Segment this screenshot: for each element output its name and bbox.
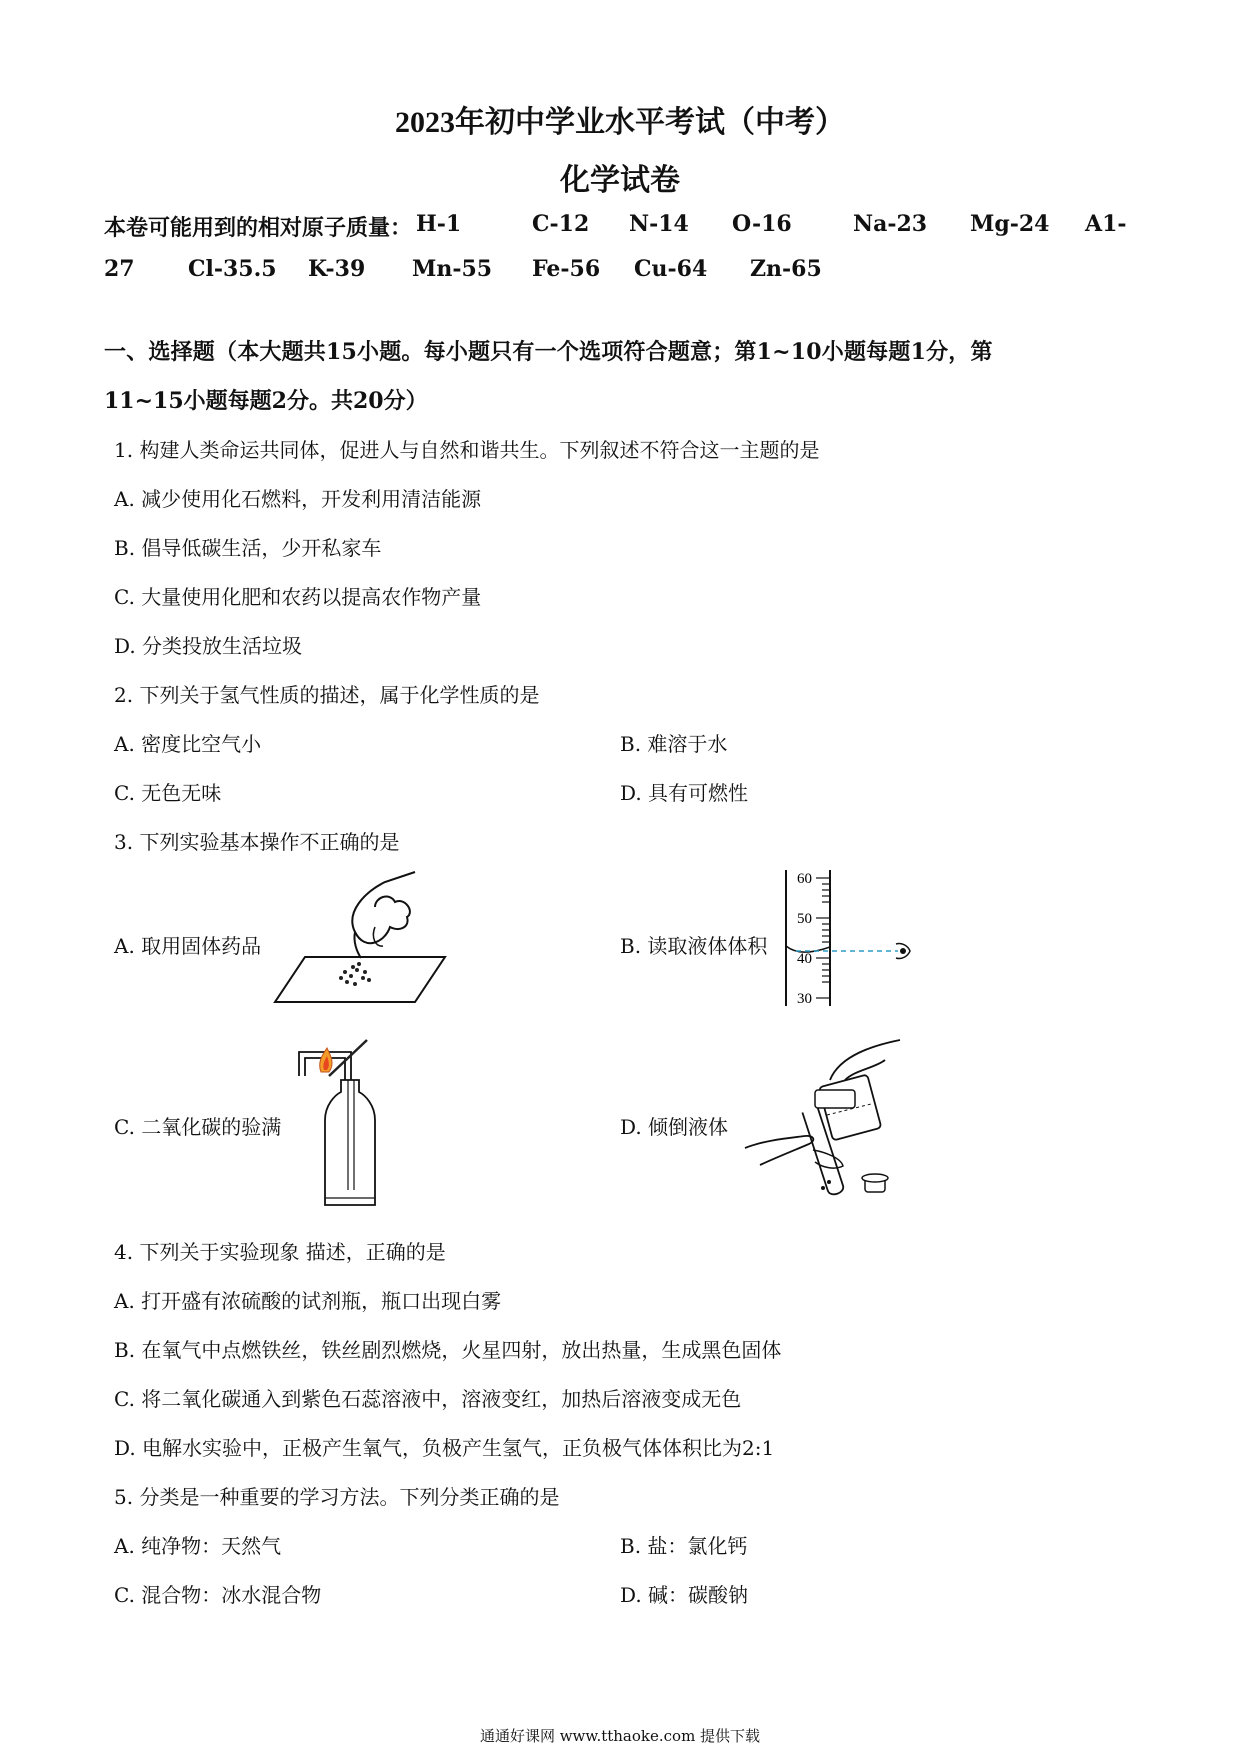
option-b: B. 读取液体体积 [620,934,768,958]
atomic-mass: A1- [1085,211,1127,237]
section-heading-line2: 11~15小题每题2分。共20分） [104,388,428,414]
atomic-mass: Cu-64 [634,256,708,282]
atomic-mass: K-39 [308,256,366,282]
cylinder-tick: 30 [797,991,812,1007]
atomic-mass: Fe-56 [532,256,601,282]
option-a: A. 密度比空气小 [114,732,262,756]
option-c: C. 二氧化碳的验满 [114,1115,282,1139]
gas-bottle-illustration [295,1040,415,1205]
section-heading-line1: 一、选择题（本大题共15小题。每小题只有一个选项符合题意；第1~10小题每题1分，第 [104,339,993,365]
atomic-mass: O-16 [732,211,792,237]
atomic-mass: 27 [104,256,135,282]
option-d: D. 分类投放生活垃圾 [114,634,303,658]
option-c: C. 混合物：冰水混合物 [114,1583,322,1607]
option-a: A. 减少使用化石燃料，开发利用清洁能源 [114,487,482,511]
footer-download-link[interactable]: 通通好课网 www.tthaoke.com 提供下载 [479,1727,761,1745]
question-stem: 3. 下列实验基本操作不正确的是 [114,830,400,854]
option-d: D. 电解水实验中，正极产生氧气，负极产生氢气，正负极气体体积比为2:1 [114,1436,775,1460]
exam-title: 2023年初中学业水平考试（中考） [395,106,845,139]
atomic-mass: Na-23 [853,211,928,237]
cylinder-tick: 50 [797,911,812,927]
question-stem: 1. 构建人类命运共同体，促进人与自然和谐共生。下列叙述不符合这一主题的是 [114,438,820,462]
atomic-mass: N-14 [629,211,689,237]
option-a: A. 取用固体药品 [114,934,262,958]
option-c: C. 无色无味 [114,781,222,805]
pouring-liquid-illustration [745,1040,945,1200]
option-c: C. 大量使用化肥和农药以提高农作物产量 [114,585,482,609]
cylinder-tick: 40 [797,951,812,967]
option-a: A. 打开盛有浓硫酸的试剂瓶，瓶口出现白雾 [114,1289,502,1313]
option-c: C. 将二氧化碳通入到紫色石蕊溶液中，溶液变红，加热后溶液变成无色 [114,1387,742,1411]
solid-sampling-illustration [275,872,455,1012]
option-d: D. 倾倒液体 [620,1115,729,1139]
option-b: B. 在氧气中点燃铁丝，铁丝剧烈燃烧，火星四射，放出热量，生成黑色固体 [114,1338,782,1362]
option-d: D. 碱：碳酸钠 [620,1583,749,1607]
atomic-mass: Mg-24 [970,211,1050,237]
option-a: A. 纯净物：天然气 [114,1534,282,1558]
question-stem: 2. 下列关于氢气性质的描述，属于化学性质的是 [114,683,540,707]
atomic-mass: H-1 [416,211,462,237]
question-stem: 5. 分类是一种重要的学习方法。下列分类正确的是 [114,1485,560,1509]
atomic-mass: Zn-65 [750,256,822,282]
exam-subtitle: 化学试卷 [560,164,680,197]
cylinder-tick: 60 [797,871,812,887]
option-b: B. 难溶于水 [620,732,728,756]
option-b: B. 倡导低碳生活，少开私家车 [114,536,382,560]
atomic-mass: Mn-55 [412,256,493,282]
graduated-cylinder-illustration [770,868,920,1008]
option-b: B. 盐：氯化钙 [620,1534,748,1558]
option-d: D. 具有可燃性 [620,781,749,805]
atomic-mass: Cl-35.5 [188,256,277,282]
question-stem: 4. 下列关于实验现象 描述，正确的是 [114,1240,446,1264]
atomic-masses-label: 本卷可能用到的相对原子质量： [104,215,413,241]
atomic-mass: C-12 [532,211,590,237]
